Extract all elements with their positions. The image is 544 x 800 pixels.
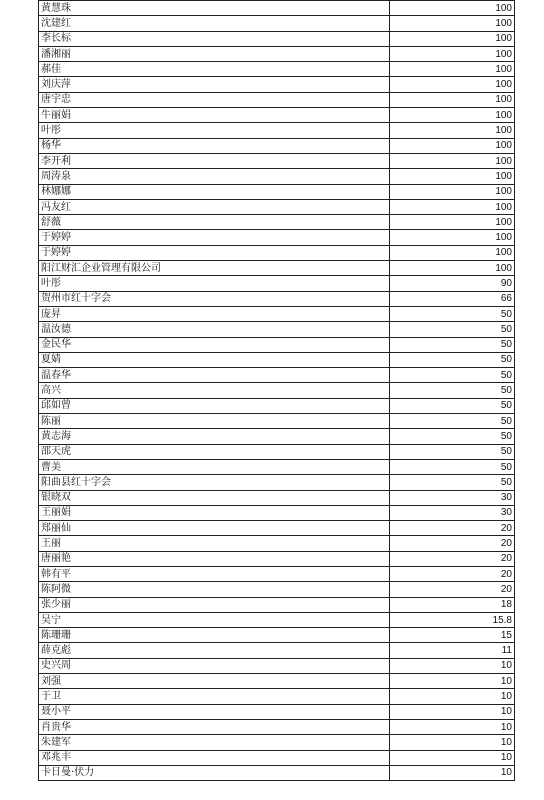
donation-amount-cell: 50	[390, 368, 515, 383]
donor-name-cell: 金民华	[39, 337, 390, 352]
donation-amount-cell: 20	[390, 551, 515, 566]
table-row	[39, 368, 515, 383]
table-row	[39, 612, 515, 627]
donor-name-cell: 牛丽娟	[39, 108, 390, 123]
table-row	[39, 46, 515, 61]
donation-amount-cell: 15	[390, 628, 515, 643]
donor-name-cell: 黄志海	[39, 429, 390, 444]
donor-name-cell: 王丽娟	[39, 505, 390, 520]
donor-name-cell: 于卫	[39, 689, 390, 704]
table-row	[39, 551, 515, 566]
table-row	[39, 77, 515, 92]
donation-amount-cell: 50	[390, 322, 515, 337]
donor-name-cell: 王丽	[39, 536, 390, 551]
donation-amount-cell: 50	[390, 337, 515, 352]
donation-amount-cell: 50	[390, 383, 515, 398]
table-row	[39, 582, 515, 597]
table-row	[39, 383, 515, 398]
donation-amount-cell: 100	[390, 169, 515, 184]
table-row	[39, 398, 515, 413]
donor-name-cell: 庞昇	[39, 306, 390, 321]
donation-amount-cell: 100	[390, 123, 515, 138]
table-row	[39, 352, 515, 367]
table-row	[39, 16, 515, 31]
table-row	[39, 536, 515, 551]
donation-amount-cell: 50	[390, 414, 515, 429]
donor-name-cell: 黄慧珠	[39, 1, 390, 16]
donation-amount-cell: 100	[390, 230, 515, 245]
donor-name-cell: 曹美	[39, 459, 390, 474]
donor-name-cell: 陈珊珊	[39, 628, 390, 643]
donation-amount-cell: 66	[390, 291, 515, 306]
donor-name-cell: 潘湘丽	[39, 46, 390, 61]
donation-amount-cell: 20	[390, 536, 515, 551]
donor-name-cell: 陈丽	[39, 414, 390, 429]
donor-name-cell: 阳江财汇企业管理有限公司	[39, 261, 390, 276]
donation-amount-cell: 100	[390, 92, 515, 107]
donor-name-cell: 邱如曾	[39, 398, 390, 413]
donation-amount-cell: 100	[390, 77, 515, 92]
table-row	[39, 108, 515, 123]
donor-name-cell: 温汝德	[39, 322, 390, 337]
donation-amount-cell: 50	[390, 352, 515, 367]
table-body	[39, 1, 515, 781]
donation-amount-cell: 50	[390, 444, 515, 459]
donor-name-cell: 吴宁	[39, 612, 390, 627]
table-row	[39, 521, 515, 536]
donation-amount-cell: 10	[390, 658, 515, 673]
donor-name-cell: 舒薇	[39, 215, 390, 230]
donor-name-cell: 唐宇忠	[39, 92, 390, 107]
donation-amount-cell: 10	[390, 719, 515, 734]
donation-amount-cell: 100	[390, 138, 515, 153]
donation-amount-cell: 100	[390, 153, 515, 168]
table-row	[39, 306, 515, 321]
table-row	[39, 291, 515, 306]
donor-name-cell: 银晓双	[39, 490, 390, 505]
table-row	[39, 199, 515, 214]
table-row	[39, 123, 515, 138]
table-row	[39, 169, 515, 184]
donation-amount-cell: 50	[390, 429, 515, 444]
donation-amount-cell: 10	[390, 674, 515, 689]
donation-amount-cell: 10	[390, 735, 515, 750]
table-row	[39, 261, 515, 276]
table-row	[39, 750, 515, 765]
donation-amount-cell: 11	[390, 643, 515, 658]
donor-name-cell: 韩有平	[39, 566, 390, 581]
donor-name-cell: 李长标	[39, 31, 390, 46]
table-row	[39, 658, 515, 673]
donation-amount-cell: 10	[390, 689, 515, 704]
donation-amount-cell: 20	[390, 521, 515, 536]
donation-amount-cell: 100	[390, 31, 515, 46]
donation-amount-cell: 10	[390, 704, 515, 719]
donor-name-cell: 于婷婷	[39, 245, 390, 260]
table-row	[39, 643, 515, 658]
donation-amount-cell: 10	[390, 765, 515, 780]
donor-name-cell: 郝佳	[39, 62, 390, 77]
donation-amount-cell: 50	[390, 459, 515, 474]
table-row	[39, 62, 515, 77]
table-row	[39, 475, 515, 490]
donor-name-cell: 唐丽艳	[39, 551, 390, 566]
donation-table	[38, 0, 515, 781]
table-row	[39, 674, 515, 689]
donor-name-cell: 叶彤	[39, 123, 390, 138]
donor-name-cell: 朱建军	[39, 735, 390, 750]
donation-amount-cell: 90	[390, 276, 515, 291]
donor-name-cell: 聂小平	[39, 704, 390, 719]
table-row	[39, 92, 515, 107]
table-row	[39, 689, 515, 704]
donor-name-cell: 肖贵华	[39, 719, 390, 734]
table-row	[39, 735, 515, 750]
donor-name-cell: 刘强	[39, 674, 390, 689]
donor-name-cell: 李开利	[39, 153, 390, 168]
donor-name-cell: 夏婧	[39, 352, 390, 367]
donor-name-cell: 邓兆丰	[39, 750, 390, 765]
donation-amount-cell: 30	[390, 490, 515, 505]
table-row	[39, 459, 515, 474]
donation-amount-cell: 100	[390, 108, 515, 123]
donation-amount-cell: 100	[390, 215, 515, 230]
donation-amount-cell: 100	[390, 1, 515, 16]
donation-amount-cell: 30	[390, 505, 515, 520]
table-row	[39, 31, 515, 46]
donation-sheet	[38, 0, 512, 781]
table-row	[39, 566, 515, 581]
donor-name-cell: 张少丽	[39, 597, 390, 612]
table-row	[39, 322, 515, 337]
donor-name-cell: 陈阿微	[39, 582, 390, 597]
donor-name-cell: 高兴	[39, 383, 390, 398]
donation-amount-cell: 20	[390, 582, 515, 597]
donor-name-cell: 贺州市红十字会	[39, 291, 390, 306]
donor-name-cell: 周涛泉	[39, 169, 390, 184]
donor-name-cell: 杨华	[39, 138, 390, 153]
donor-name-cell: 卡日曼·伏力	[39, 765, 390, 780]
donor-name-cell: 沈建红	[39, 16, 390, 31]
table-row	[39, 429, 515, 444]
donor-name-cell: 叶彤	[39, 276, 390, 291]
donation-amount-cell: 50	[390, 398, 515, 413]
donation-amount-cell: 100	[390, 16, 515, 31]
donor-name-cell: 史兴周	[39, 658, 390, 673]
donation-amount-cell: 50	[390, 306, 515, 321]
donation-amount-cell: 10	[390, 750, 515, 765]
donor-name-cell: 阳曲县红十字会	[39, 475, 390, 490]
donor-name-cell: 郑丽仙	[39, 521, 390, 536]
table-row	[39, 215, 515, 230]
donation-amount-cell: 100	[390, 62, 515, 77]
donation-amount-cell: 18	[390, 597, 515, 612]
table-row	[39, 230, 515, 245]
table-row	[39, 704, 515, 719]
table-row	[39, 765, 515, 780]
donor-name-cell: 邵天虎	[39, 444, 390, 459]
donor-name-cell: 温春华	[39, 368, 390, 383]
donor-name-cell: 冯友红	[39, 199, 390, 214]
table-row	[39, 597, 515, 612]
table-row	[39, 245, 515, 260]
donor-name-cell: 林娜娜	[39, 184, 390, 199]
donation-amount-cell: 100	[390, 199, 515, 214]
donation-amount-cell: 100	[390, 245, 515, 260]
donor-name-cell: 刘庆萍	[39, 77, 390, 92]
table-row	[39, 414, 515, 429]
table-row	[39, 153, 515, 168]
donor-name-cell: 薛克彪	[39, 643, 390, 658]
table-row	[39, 505, 515, 520]
donor-name-cell: 于婷婷	[39, 230, 390, 245]
table-row	[39, 337, 515, 352]
table-row	[39, 719, 515, 734]
table-row	[39, 628, 515, 643]
table-row	[39, 138, 515, 153]
table-row	[39, 490, 515, 505]
donation-amount-cell: 50	[390, 475, 515, 490]
donation-amount-cell: 100	[390, 46, 515, 61]
donation-amount-cell: 100	[390, 184, 515, 199]
donation-amount-cell: 100	[390, 261, 515, 276]
table-row	[39, 276, 515, 291]
table-row	[39, 444, 515, 459]
donation-amount-cell: 20	[390, 566, 515, 581]
table-row	[39, 1, 515, 16]
table-row	[39, 184, 515, 199]
donation-amount-cell: 15.8	[390, 612, 515, 627]
